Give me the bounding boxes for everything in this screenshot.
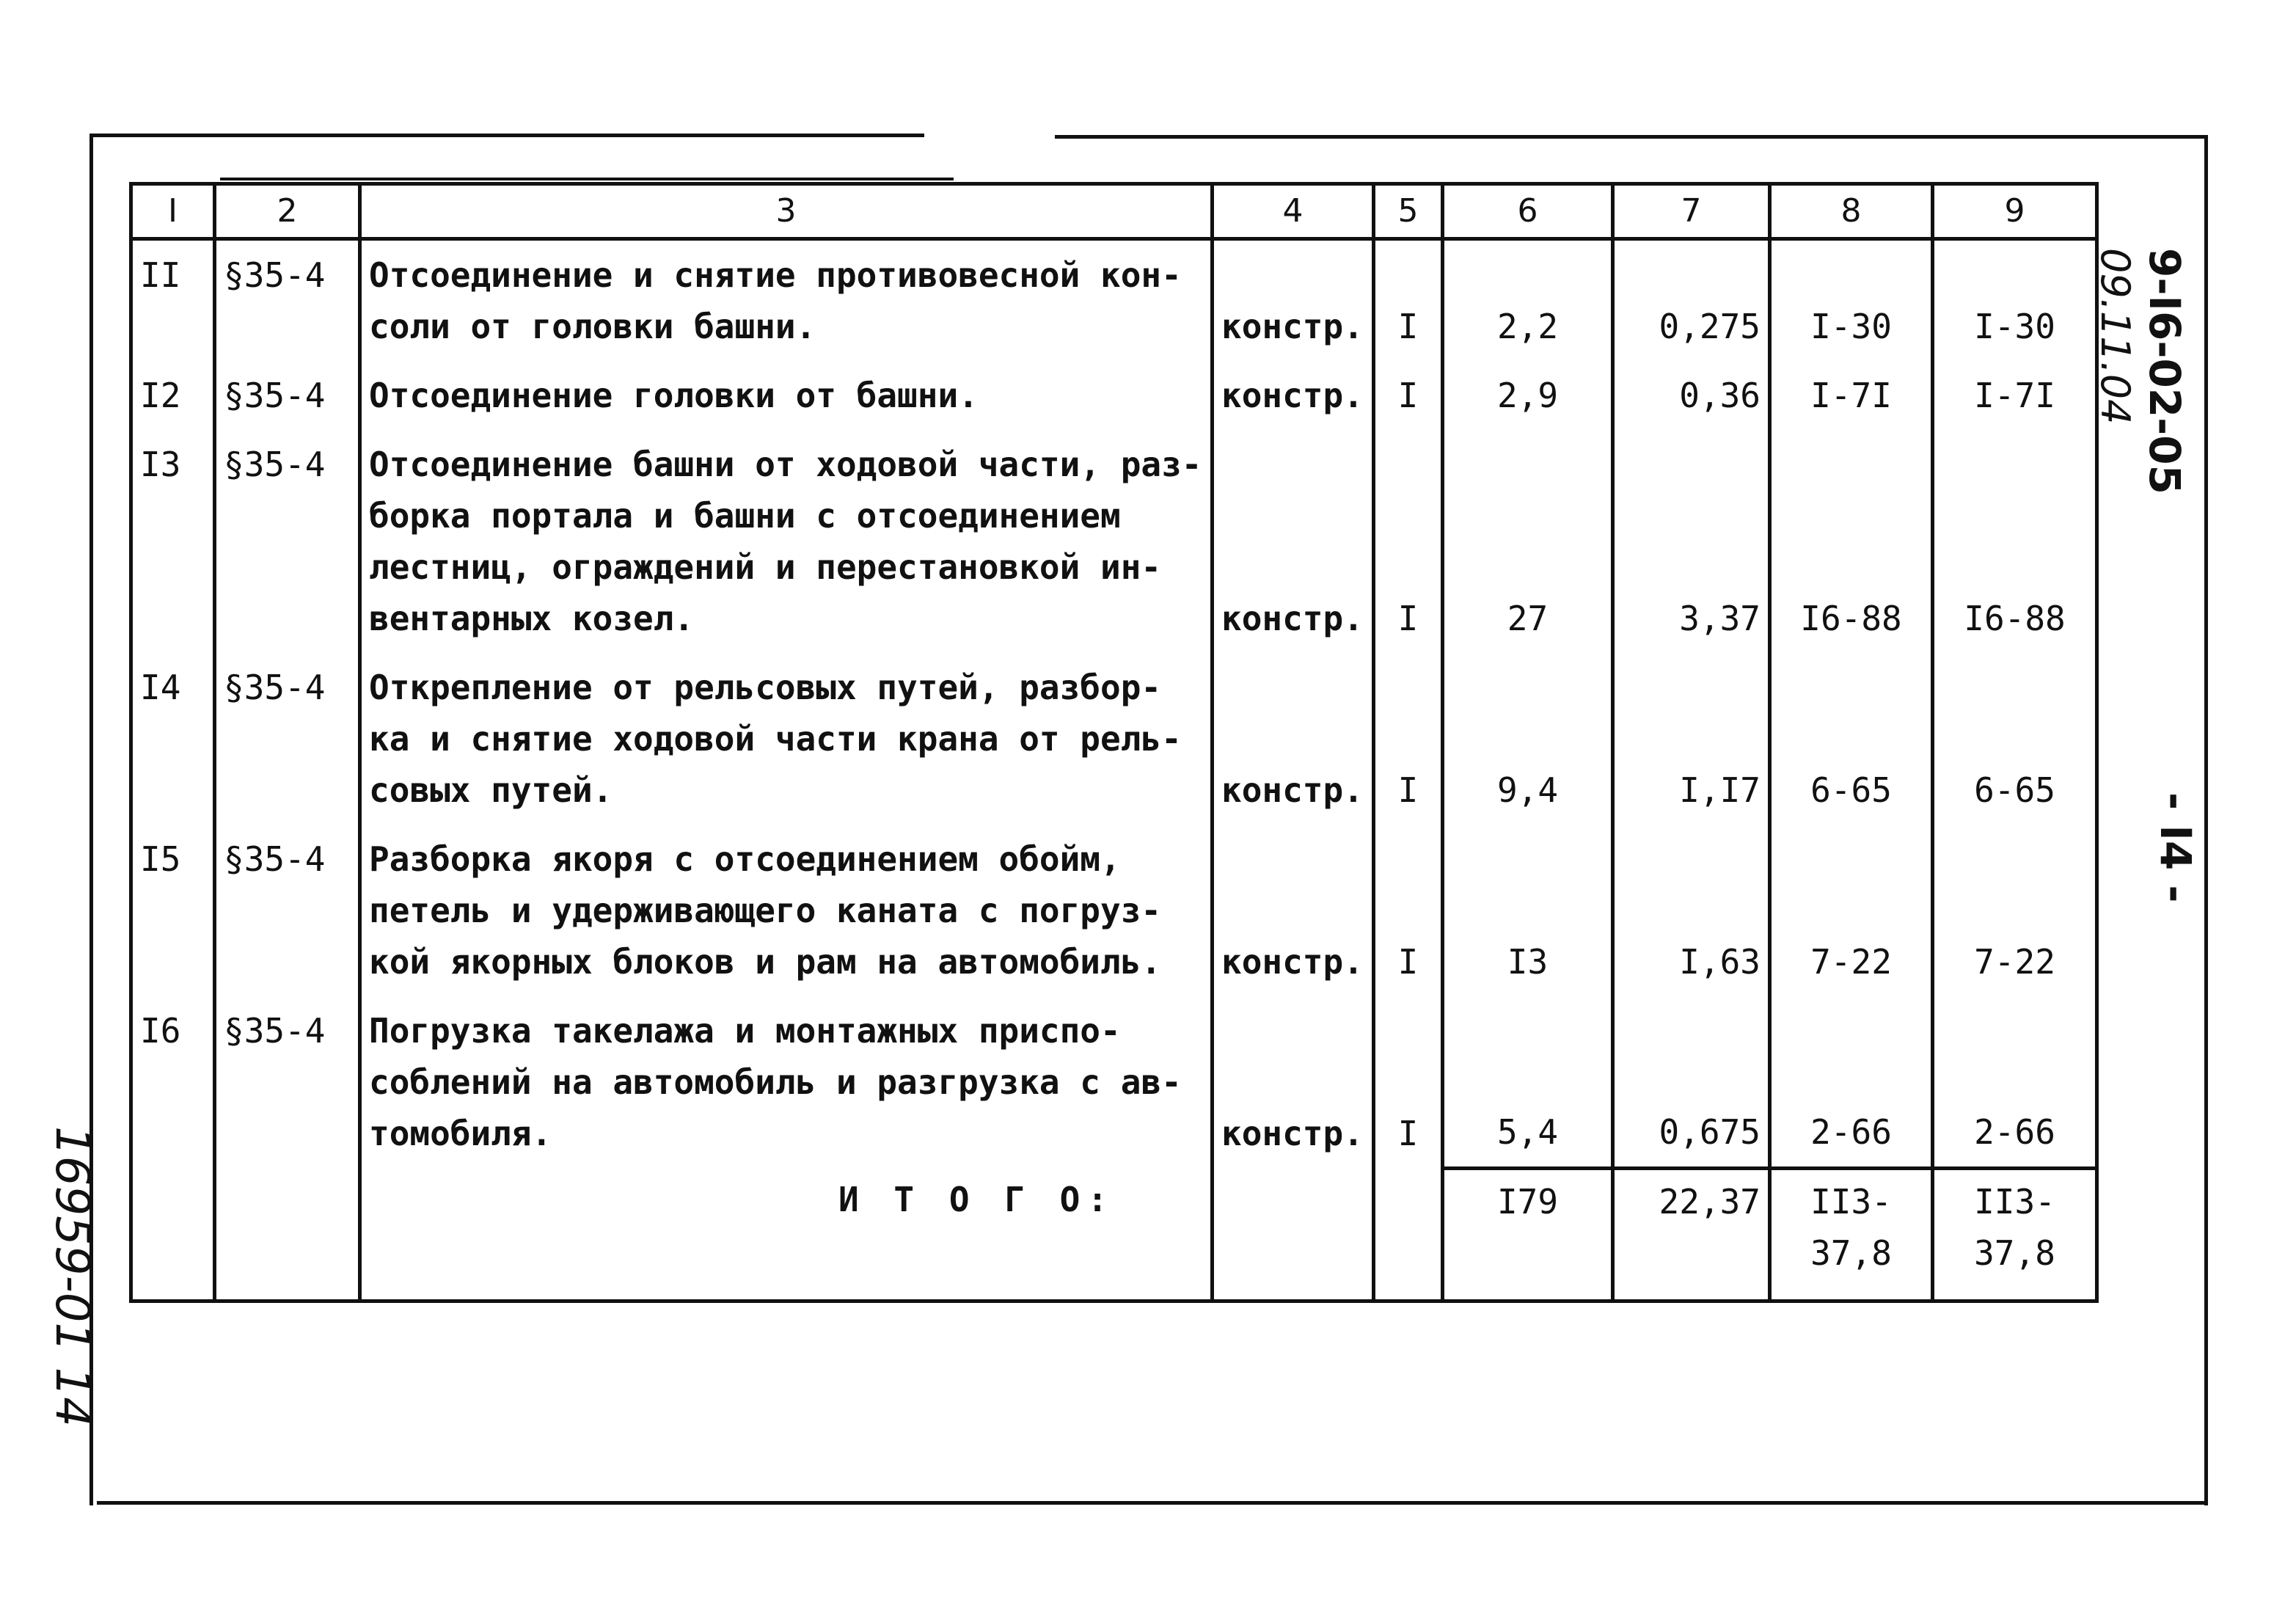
- row-number: I3: [131, 430, 215, 653]
- row-value-7: 0,36: [1613, 361, 1770, 430]
- row-value-6: 2,9: [1443, 361, 1613, 430]
- row-value-7: 0,675: [1613, 996, 1770, 1168]
- row-value-6: 2,2: [1443, 239, 1613, 362]
- row-value-6: I3: [1443, 825, 1613, 996]
- total-empty-unit: [1213, 1168, 1374, 1301]
- row-count: I: [1374, 361, 1443, 430]
- total-value-7: 22,37: [1613, 1168, 1770, 1301]
- row-count: I: [1374, 996, 1443, 1168]
- row-value-9: 6-65: [1933, 653, 2097, 825]
- row-value-9: 7-22: [1933, 825, 2097, 996]
- row-count: I: [1374, 825, 1443, 996]
- row-description: Погрузка такелажа и монтажных приспо- соблений на автомобиль и разгрузка с ав- томобиля.: [360, 996, 1213, 1168]
- table-row: [131, 361, 2097, 430]
- row-paragraph: §35-4: [215, 653, 360, 825]
- inventory-number: 16959-01 14: [45, 1126, 99, 1427]
- row-unit: констр.: [1213, 361, 1374, 430]
- col-header-9: 9: [1933, 184, 2097, 239]
- row-count: I: [1374, 653, 1443, 825]
- table-row: [131, 653, 2097, 825]
- row-paragraph: §35-4: [215, 361, 360, 430]
- col-header-2: 2: [215, 184, 360, 239]
- total-empty-count: [1374, 1168, 1443, 1301]
- document-code: 9-I6-02-05: [2140, 248, 2190, 494]
- row-number: I2: [131, 361, 215, 430]
- table-row: [131, 430, 2097, 653]
- row-value-8: 7-22: [1770, 825, 1933, 996]
- table-row: [131, 239, 2097, 362]
- row-description: Отсоединение и снятие противовесной кон- соли от головки башни.: [360, 239, 1213, 362]
- frame-bottom-line: [97, 1501, 2208, 1505]
- row-value-7: 3,37: [1613, 430, 1770, 653]
- row-description: Отсоединение башни от ходовой части, раз- борка портала и башни с отсоединением лестниц, ограждений и перестановкой ин- вентарных козел.: [360, 430, 1213, 653]
- row-value-9: 2-66: [1933, 996, 2097, 1168]
- row-unit: констр.: [1213, 825, 1374, 996]
- row-number: I5: [131, 825, 215, 996]
- total-value-6: I79: [1443, 1168, 1613, 1301]
- header-row: [131, 184, 2097, 239]
- row-value-8: 2-66: [1770, 996, 1933, 1168]
- table-row: [131, 825, 2097, 996]
- row-value-9: I-30: [1933, 239, 2097, 362]
- row-value-6: 27: [1443, 430, 1613, 653]
- col-header-6: 6: [1443, 184, 1613, 239]
- col-header-3: 3: [360, 184, 1213, 239]
- page-number: - I4 -: [2151, 792, 2201, 903]
- row-description: Разборка якоря с отсоединением обойм, петель и удерживающего каната с погруз- кой якорных блоков и рам на автомобиль.: [360, 825, 1213, 996]
- col-header-5: 5: [1374, 184, 1443, 239]
- row-value-8: I-7I: [1770, 361, 1933, 430]
- row-paragraph: §35-4: [215, 239, 360, 362]
- frame-right-line: [2204, 135, 2208, 1505]
- row-number: I6: [131, 996, 215, 1168]
- row-unit: констр.: [1213, 239, 1374, 362]
- frame-top-left-line: [89, 134, 924, 137]
- row-paragraph: §35-4: [215, 430, 360, 653]
- row-value-7: I,63: [1613, 825, 1770, 996]
- row-number: II: [131, 239, 215, 362]
- row-paragraph: §35-4: [215, 825, 360, 996]
- total-value-8: II3-37,8: [1770, 1168, 1933, 1301]
- row-unit: констр.: [1213, 430, 1374, 653]
- row-unit: констр.: [1213, 653, 1374, 825]
- row-description: Открепление от рельсовых путей, разбор- ка и снятие ходовой части крана от рель- совых путей.: [360, 653, 1213, 825]
- row-value-6: 9,4: [1443, 653, 1613, 825]
- total-row: [131, 1168, 2097, 1301]
- row-value-8: 6-65: [1770, 653, 1933, 825]
- row-value-9: I6-88: [1933, 430, 2097, 653]
- col-header-8: 8: [1770, 184, 1933, 239]
- row-value-8: I6-88: [1770, 430, 1933, 653]
- row-value-8: I-30: [1770, 239, 1933, 362]
- row-count: I: [1374, 239, 1443, 362]
- handwritten-date: 09.11.04: [2092, 248, 2138, 425]
- table-top-rule: [220, 178, 954, 180]
- total-empty-par: [215, 1168, 360, 1301]
- col-header-7: 7: [1613, 184, 1770, 239]
- row-value-9: I-7I: [1933, 361, 2097, 430]
- row-unit: констр.: [1213, 996, 1374, 1168]
- row-value-6: 5,4: [1443, 996, 1613, 1168]
- work-table: [129, 182, 2099, 1303]
- col-header-4: 4: [1213, 184, 1374, 239]
- row-value-7: I,I7: [1613, 653, 1770, 825]
- frame-top-right-line: [1055, 135, 2208, 139]
- total-empty-num: [131, 1168, 215, 1301]
- row-number: I4: [131, 653, 215, 825]
- row-value-7: 0,275: [1613, 239, 1770, 362]
- total-value-9: II3-37,8: [1933, 1168, 2097, 1301]
- col-header-1: I: [131, 184, 215, 239]
- row-count: I: [1374, 430, 1443, 653]
- table-row: [131, 996, 2097, 1168]
- row-description: Отсоединение головки от башни.: [360, 361, 1213, 430]
- row-paragraph: §35-4: [215, 996, 360, 1168]
- total-label: И Т О Г О:: [360, 1168, 1213, 1301]
